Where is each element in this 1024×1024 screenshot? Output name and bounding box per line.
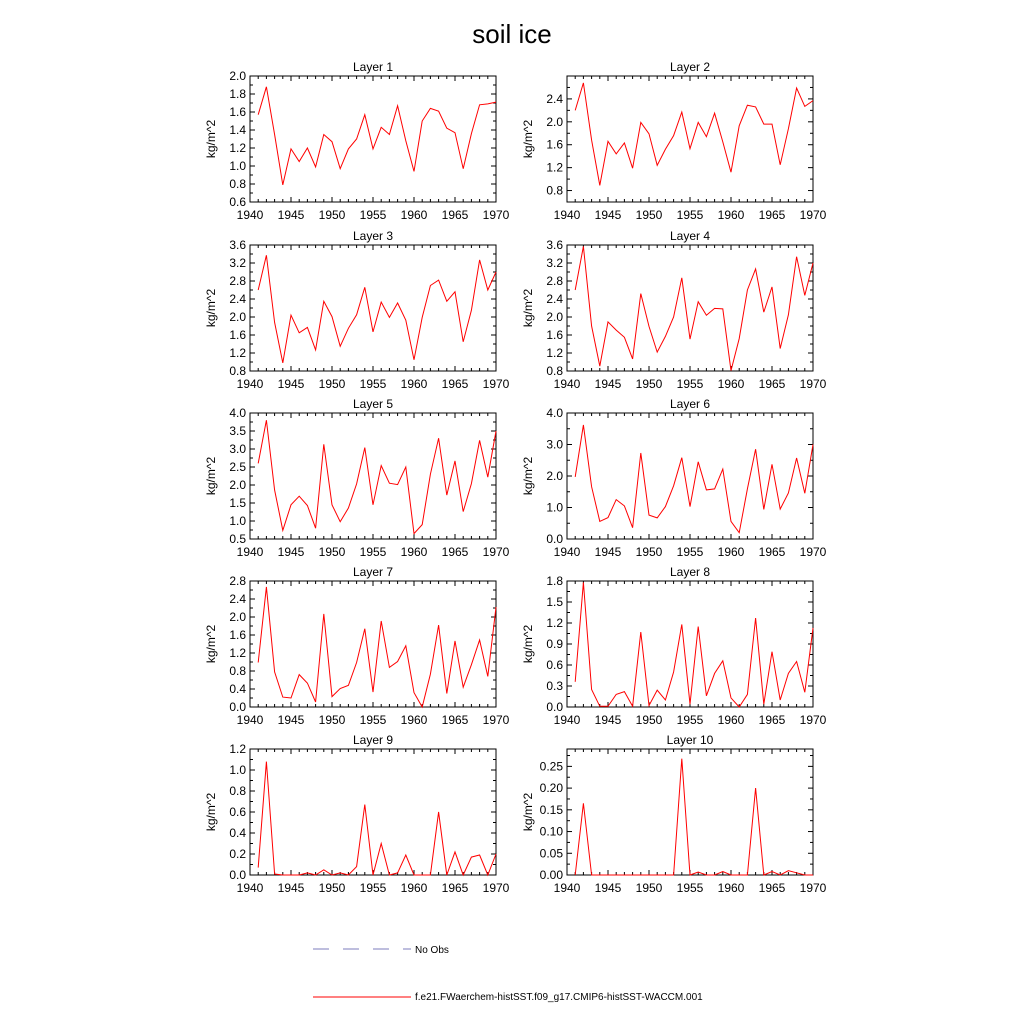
x-tick-label: 1960 xyxy=(717,377,745,391)
y-tick-label: 1.2 xyxy=(546,160,563,175)
y-tick-label: 2.0 xyxy=(546,469,563,483)
x-tick-label: 1960 xyxy=(400,545,428,559)
x-tick-label: 1955 xyxy=(676,881,704,895)
y-tick-label: 0.9 xyxy=(546,637,563,651)
x-tick-label: 1960 xyxy=(400,377,428,391)
y-axis-label: kg/m^2 xyxy=(521,119,535,159)
panel-layer-2 xyxy=(521,60,827,222)
y-axis-label: kg/m^2 xyxy=(204,624,218,664)
plot-frame xyxy=(567,749,813,875)
y-tick-label: 2.8 xyxy=(546,274,563,288)
x-tick-label: 1970 xyxy=(799,545,827,559)
y-tick-label: 2.5 xyxy=(229,460,246,474)
panel-title: Layer 1 xyxy=(352,60,394,74)
x-tick-label: 1970 xyxy=(482,208,510,222)
y-tick-label: 0.0 xyxy=(229,868,246,882)
x-tick-label: 1950 xyxy=(318,545,346,559)
x-tick-label: 1955 xyxy=(359,713,387,727)
x-tick-label: 1950 xyxy=(635,545,663,559)
y-tick-label: 0.05 xyxy=(539,846,563,861)
y-tick-label: 2.0 xyxy=(546,114,563,129)
x-tick-label: 1970 xyxy=(799,713,827,727)
y-axis-label: kg/m^2 xyxy=(521,792,535,832)
legend-label-model: f.e21.FWaerchem-histSST.f09_g17.CMIP6-histSST-WACCM.001 xyxy=(415,992,703,1003)
x-tick-label: 1945 xyxy=(594,545,622,559)
series-line xyxy=(575,425,813,533)
x-tick-label: 1955 xyxy=(359,881,387,895)
y-tick-label: 2.4 xyxy=(546,91,563,106)
panel-title: Layer 2 xyxy=(669,60,711,74)
panel-layer-9 xyxy=(204,733,510,895)
y-tick-label: 1.2 xyxy=(229,646,246,660)
y-tick-label: 2.0 xyxy=(546,310,563,324)
panel-title: Layer 10 xyxy=(666,733,714,747)
x-tick-label: 1970 xyxy=(799,377,827,391)
y-axis-label: kg/m^2 xyxy=(204,456,218,496)
x-tick-label: 1950 xyxy=(318,713,346,727)
y-tick-label: 1.4 xyxy=(229,123,246,137)
y-axis-label: kg/m^2 xyxy=(204,288,218,328)
x-tick-label: 1945 xyxy=(594,377,622,391)
x-tick-label: 1955 xyxy=(676,713,704,727)
y-tick-label: 0.3 xyxy=(546,679,563,693)
y-tick-label: 1.5 xyxy=(229,496,246,510)
y-tick-label: 1.0 xyxy=(229,763,246,777)
x-tick-label: 1940 xyxy=(236,208,264,222)
legend-label-no-obs: No Obs xyxy=(415,945,449,956)
x-tick-label: 1960 xyxy=(717,881,745,895)
panel-layer-5 xyxy=(204,397,510,559)
x-tick-label: 1950 xyxy=(318,377,346,391)
x-tick-label: 1970 xyxy=(482,881,510,895)
x-tick-label: 1960 xyxy=(400,713,428,727)
x-tick-label: 1945 xyxy=(277,208,305,222)
y-tick-label: 2.8 xyxy=(229,274,246,288)
x-tick-label: 1945 xyxy=(594,881,622,895)
y-axis-label: kg/m^2 xyxy=(521,624,535,664)
y-tick-label: 0.8 xyxy=(229,664,246,678)
y-tick-label: 3.0 xyxy=(546,437,563,452)
y-tick-label: 1.0 xyxy=(546,500,563,515)
y-tick-label: 2.0 xyxy=(229,69,246,83)
y-tick-label: 2.0 xyxy=(229,310,246,324)
y-tick-label: 3.6 xyxy=(546,238,563,252)
series-line xyxy=(575,83,813,185)
y-tick-label: 1.8 xyxy=(546,574,563,588)
y-tick-label: 1.2 xyxy=(229,346,246,360)
x-tick-label: 1950 xyxy=(318,208,346,222)
x-tick-label: 1940 xyxy=(553,545,581,559)
x-tick-label: 1950 xyxy=(635,713,663,727)
y-tick-label: 4.0 xyxy=(546,406,563,420)
y-tick-label: 0.4 xyxy=(229,682,246,696)
y-tick-label: 0.2 xyxy=(229,847,246,861)
x-tick-label: 1970 xyxy=(799,208,827,222)
x-tick-label: 1965 xyxy=(758,377,786,391)
x-tick-label: 1940 xyxy=(553,881,581,895)
x-tick-label: 1970 xyxy=(482,545,510,559)
figure-title: soil ice xyxy=(472,19,552,49)
y-tick-label: 1.2 xyxy=(546,346,563,360)
x-tick-label: 1940 xyxy=(236,377,264,391)
x-tick-label: 1955 xyxy=(676,208,704,222)
y-tick-label: 1.6 xyxy=(229,328,246,342)
panels xyxy=(204,60,827,895)
y-axis-label: kg/m^2 xyxy=(521,288,535,328)
y-tick-label: 0.6 xyxy=(229,805,246,819)
panel-layer-7 xyxy=(204,565,510,727)
y-tick-label: 0.8 xyxy=(546,183,563,198)
panel-title: Layer 9 xyxy=(352,733,394,747)
series-line xyxy=(575,582,813,707)
y-tick-label: 1.0 xyxy=(229,159,246,173)
y-tick-label: 1.5 xyxy=(546,595,563,609)
series-line xyxy=(258,762,496,875)
x-tick-label: 1940 xyxy=(236,881,264,895)
y-tick-label: 0.00 xyxy=(539,868,563,882)
y-tick-label: 0.15 xyxy=(539,802,563,817)
x-tick-label: 1945 xyxy=(277,377,305,391)
y-tick-label: 4.0 xyxy=(229,406,246,420)
panel-layer-8 xyxy=(521,565,827,727)
x-tick-label: 1940 xyxy=(553,208,581,222)
y-tick-label: 2.4 xyxy=(229,292,246,306)
x-tick-label: 1960 xyxy=(717,545,745,559)
panel-title: Layer 4 xyxy=(669,229,711,243)
panel-layer-6 xyxy=(521,397,827,559)
x-tick-label: 1960 xyxy=(400,881,428,895)
y-tick-label: 0.0 xyxy=(546,700,563,714)
y-tick-label: 1.0 xyxy=(229,514,246,528)
x-tick-label: 1950 xyxy=(635,208,663,222)
plot-frame xyxy=(250,245,496,371)
y-tick-label: 3.5 xyxy=(229,424,246,438)
y-tick-label: 1.6 xyxy=(546,137,563,152)
series-line xyxy=(575,759,813,875)
x-tick-label: 1945 xyxy=(594,208,622,222)
x-tick-label: 1965 xyxy=(441,545,469,559)
plot-frame xyxy=(250,749,496,875)
y-tick-label: 3.2 xyxy=(229,256,246,270)
y-tick-label: 2.0 xyxy=(229,610,246,624)
y-tick-label: 1.2 xyxy=(229,742,246,756)
y-tick-label: 1.6 xyxy=(229,628,246,642)
x-tick-label: 1965 xyxy=(441,881,469,895)
x-tick-label: 1965 xyxy=(441,377,469,391)
x-tick-label: 1955 xyxy=(359,377,387,391)
panel-title: Layer 5 xyxy=(352,397,394,411)
y-tick-label: 2.4 xyxy=(229,592,246,606)
panel-title: Layer 3 xyxy=(352,229,394,243)
y-tick-label: 0.5 xyxy=(229,532,246,546)
x-tick-label: 1945 xyxy=(277,545,305,559)
y-tick-label: 3.2 xyxy=(546,256,563,270)
y-tick-label: 0.20 xyxy=(539,781,563,796)
x-tick-label: 1955 xyxy=(359,545,387,559)
plot-frame xyxy=(567,245,813,371)
y-tick-label: 0.0 xyxy=(546,532,563,546)
y-tick-label: 0.10 xyxy=(539,824,563,839)
panel-title: Layer 7 xyxy=(352,565,394,579)
x-tick-label: 1945 xyxy=(277,881,305,895)
x-tick-label: 1960 xyxy=(717,713,745,727)
series-line xyxy=(258,87,496,185)
y-tick-label: 1.2 xyxy=(546,616,563,630)
x-tick-label: 1960 xyxy=(717,208,745,222)
x-tick-label: 1965 xyxy=(758,713,786,727)
x-tick-label: 1940 xyxy=(553,377,581,391)
y-tick-label: 1.2 xyxy=(229,141,246,155)
y-tick-label: 0.4 xyxy=(229,826,246,840)
x-tick-label: 1965 xyxy=(758,208,786,222)
x-tick-label: 1965 xyxy=(758,881,786,895)
y-tick-label: 0.8 xyxy=(229,364,246,378)
plot-frame xyxy=(567,413,813,539)
series-line xyxy=(258,420,496,533)
y-tick-label: 0.6 xyxy=(229,195,246,209)
x-tick-label: 1950 xyxy=(635,377,663,391)
plot-frame xyxy=(567,76,813,202)
y-axis-label: kg/m^2 xyxy=(204,119,218,159)
y-tick-label: 0.8 xyxy=(229,784,246,798)
x-tick-label: 1970 xyxy=(482,377,510,391)
x-tick-label: 1970 xyxy=(482,713,510,727)
x-tick-label: 1940 xyxy=(553,713,581,727)
x-tick-label: 1965 xyxy=(441,208,469,222)
y-tick-label: 0.8 xyxy=(229,177,246,191)
plot-frame xyxy=(250,413,496,539)
plot-frame xyxy=(250,76,496,202)
x-tick-label: 1950 xyxy=(635,881,663,895)
x-tick-label: 1965 xyxy=(758,545,786,559)
x-tick-label: 1945 xyxy=(277,713,305,727)
y-tick-label: 2.8 xyxy=(229,574,246,588)
x-tick-label: 1940 xyxy=(236,713,264,727)
x-tick-label: 1950 xyxy=(318,881,346,895)
panel-layer-3 xyxy=(204,229,510,391)
y-tick-label: 1.8 xyxy=(229,87,246,101)
legend xyxy=(313,945,703,1003)
y-axis-label: kg/m^2 xyxy=(204,792,218,832)
panel-title: Layer 8 xyxy=(669,565,711,579)
panel-layer-1 xyxy=(204,60,510,222)
x-tick-label: 1970 xyxy=(799,881,827,895)
y-tick-label: 3.0 xyxy=(229,442,246,456)
y-tick-label: 0.8 xyxy=(546,364,563,378)
y-tick-label: 1.6 xyxy=(546,328,563,342)
y-tick-label: 3.6 xyxy=(229,238,246,252)
y-tick-label: 0.25 xyxy=(539,759,563,774)
x-tick-label: 1955 xyxy=(359,208,387,222)
series-line xyxy=(258,587,496,707)
panel-layer-10 xyxy=(521,733,827,895)
y-tick-label: 1.6 xyxy=(229,105,246,119)
x-tick-label: 1940 xyxy=(236,545,264,559)
panel-layer-4 xyxy=(521,229,827,391)
x-tick-label: 1960 xyxy=(400,208,428,222)
y-tick-label: 0.6 xyxy=(546,658,563,672)
series-line xyxy=(258,255,496,363)
y-tick-label: 2.4 xyxy=(546,292,563,306)
x-tick-label: 1955 xyxy=(676,377,704,391)
y-tick-label: 0.0 xyxy=(229,700,246,714)
x-tick-label: 1955 xyxy=(676,545,704,559)
x-tick-label: 1945 xyxy=(594,713,622,727)
panel-title: Layer 6 xyxy=(669,397,711,411)
y-tick-label: 2.0 xyxy=(229,478,246,492)
plot-frame xyxy=(567,581,813,707)
series-line xyxy=(575,246,813,370)
x-tick-label: 1965 xyxy=(441,713,469,727)
y-axis-label: kg/m^2 xyxy=(521,456,535,496)
